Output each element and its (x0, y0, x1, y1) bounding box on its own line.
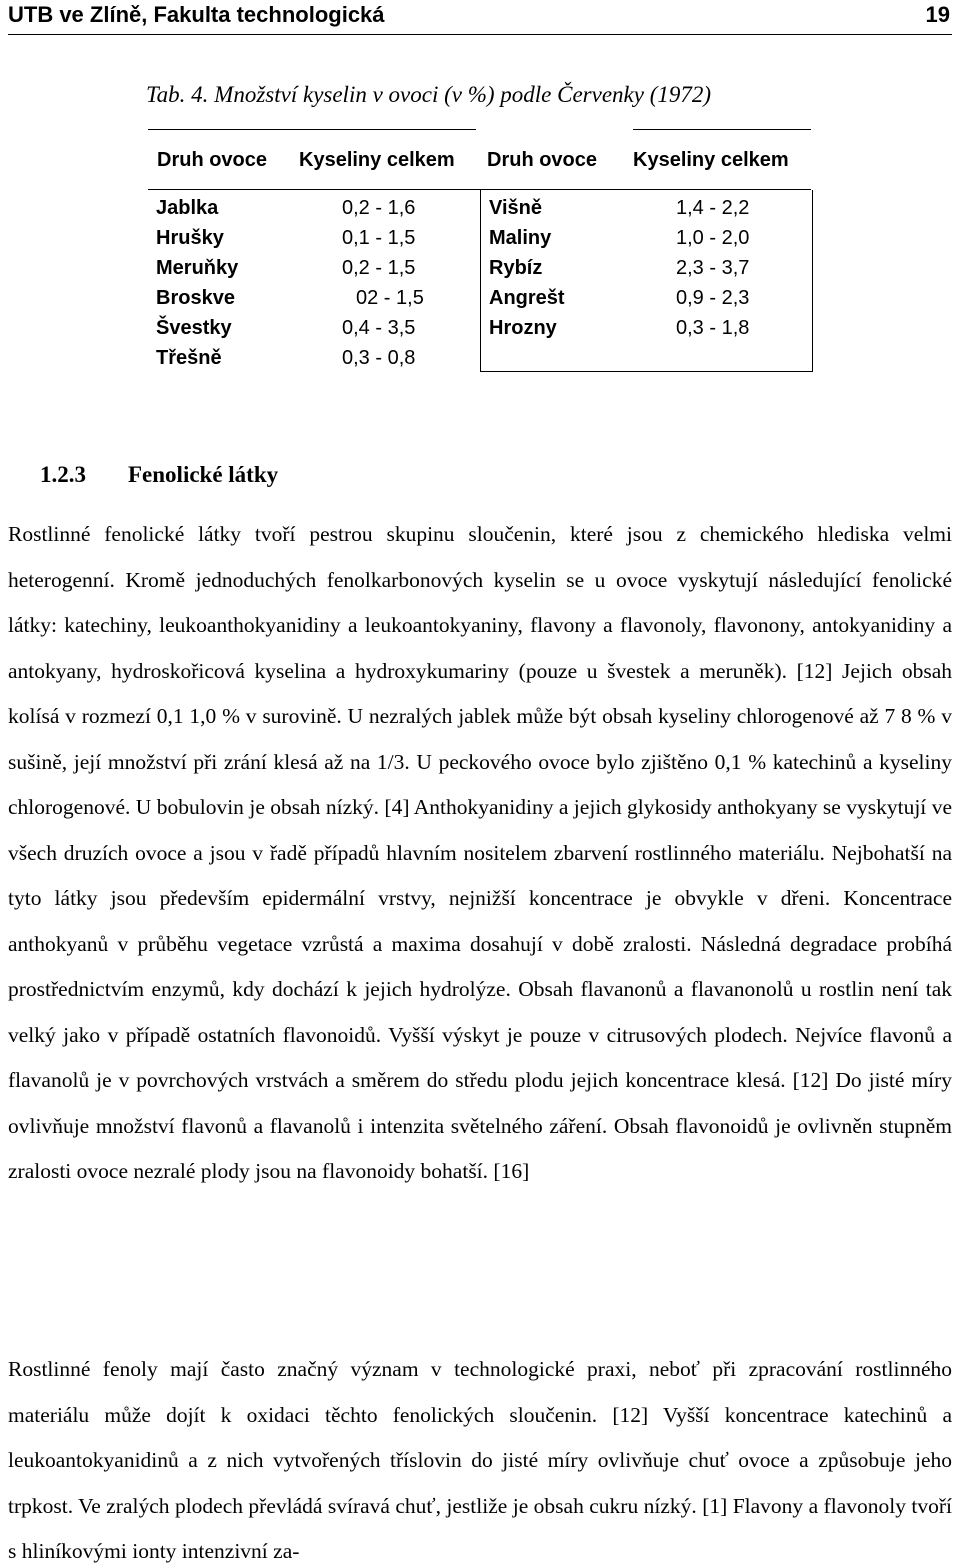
table-column-divider (480, 190, 481, 372)
table-cell-value: 2,3 - 3,7 (676, 257, 750, 279)
table-cell-fruit: Hrušky (156, 227, 224, 249)
table-cell-value: 0,3 - 0,8 (342, 347, 416, 369)
table-cell-fruit: Maliny (489, 227, 552, 249)
section-number: 1.2.3 (40, 462, 86, 487)
table-cell-value: 1,4 - 2,2 (676, 197, 750, 219)
header-fruit-right: Druh ovoce (487, 149, 598, 171)
table-cell-value: 0,9 - 2,3 (676, 287, 750, 309)
header-fruit-left: Druh ovoce (157, 149, 268, 171)
table-cell-fruit: Švestky (156, 317, 232, 339)
table-cell-fruit: Angrešt (489, 287, 565, 309)
table-cell-fruit: Třešně (156, 347, 222, 369)
table-top-rule-right (633, 129, 811, 130)
page-number: 19 (925, 2, 950, 27)
table-cell-fruit: Hrozny (489, 317, 557, 339)
table-caption: Tab. 4. Množství kyselin v ovoci (v %) podle Červenky (1972) (146, 82, 712, 107)
body-paragraph: Rostlinné fenoly mají často značný význam v technologické praxi, neboť při zpracování rostlinného materiálu může dojít k oxidaci těchto fenolických sloučenin. [12] Vyšší koncentrace katechinů a leukoantokyanidinů a z nich vytvořených tříslovin do jisté míry ovlivňuje chuť ovoce a způsobuje jeho trpkost. Ve zralých plodech převládá svíravá chuť, jestliže je obsah cukru nízký. [1] Flavony a flavonoly tvoří s hliníkovými ionty intenzivní za- (8, 1357, 952, 1563)
table-cell-fruit: Meruňky (156, 257, 239, 279)
body-paragraph: Rostlinné fenolické látky tvoří pestrou skupinu sloučenin, které jsou z chemického hlediska velmi heterogenní. Kromě jednoduchých fenolkarbonových kyselin se u ovoce vyskytují následující fenolické látky: katechiny, leukoanthokyanidiny a leukoantokyaniny, flavony a flavonoly, flavonony, antokyanidiny a antokyany, hydroskořicová kyselina a hydroxykumariny (pouze u švestek a meruněk). [12] Jejich obsah kolísá v rozmezí 0,1 1,0 % v surovině. U nezralých jablek může být obsah kyseliny chlorogenové až 7 8 % v sušině, její množství při zrání klesá až na 1/3. U peckového ovoce bylo zjištěno 0,1 % katechinů a kyseliny chlorogenové. U bobulovin je obsah nízký. [4] Anthokyanidiny a jejich glykosidy anthokyany se vyskytují ve všech druzích ovoce a jsou v řadě případů hlavním nositelem zbarvení rostlinného materiálu. Nejbohatší na tyto látky jsou především epidermální vrstvy, nejnižší koncentrace je obvykle v dřeni. Koncentrace anthokyanů v průběhu vegetace vzrůstá a maxima dosahují v době zralosti. Následná degradace probíhá prostřednictvím enzymů, kdy dochází k jejich hydrolýze. Obsah flavanonů a flavanonolů u rostlin není tak velký jako v případě ostatních flavonoidů. Vyšší výskyt je pouze v citrusových plodech. Nejvíce flavonů a flavanolů je v povrchových vrstvách a směrem do středu plodu jejich koncentrace klesá. [12] Do jisté míry ovlivňuje množství flavonů a flavanolů i intenzita světelného záření. Obsah flavonoidů je ovlivněn stupněm zralosti ovoce nezralé plody jsou na flavonoidy bohatší. [16] (8, 522, 952, 1183)
table-right-border (812, 190, 813, 372)
table-bottom-rule (480, 371, 813, 372)
table-cell-fruit: Jablka (156, 197, 219, 219)
table-cell-value: 0,4 - 3,5 (342, 317, 416, 339)
table-cell-value: 02 - 1,5 (356, 287, 424, 309)
table-cell-value: 1,0 - 2,0 (676, 227, 750, 249)
acid-table (0, 0, 960, 420)
header-title: UTB ve Zlíně, Fakulta technologická (8, 2, 385, 27)
section-title: Fenolické látky (128, 462, 279, 487)
table-cell-fruit: Višně (489, 197, 542, 219)
table-top-rule-left (148, 129, 476, 130)
table-cell-value: 0,3 - 1,8 (676, 317, 750, 339)
table-cell-value: 0,2 - 1,6 (342, 197, 416, 219)
header-acid-left: Kyseliny celkem (299, 149, 455, 171)
header-acid-right: Kyseliny celkem (633, 149, 789, 171)
table-cell-fruit: Broskve (156, 287, 235, 309)
table-cell-value: 0,1 - 1,5 (342, 227, 416, 249)
section-heading (40, 462, 278, 488)
table-cell-value: 0,2 - 1,5 (342, 257, 416, 279)
table-cell-fruit: Rybíz (489, 257, 543, 279)
